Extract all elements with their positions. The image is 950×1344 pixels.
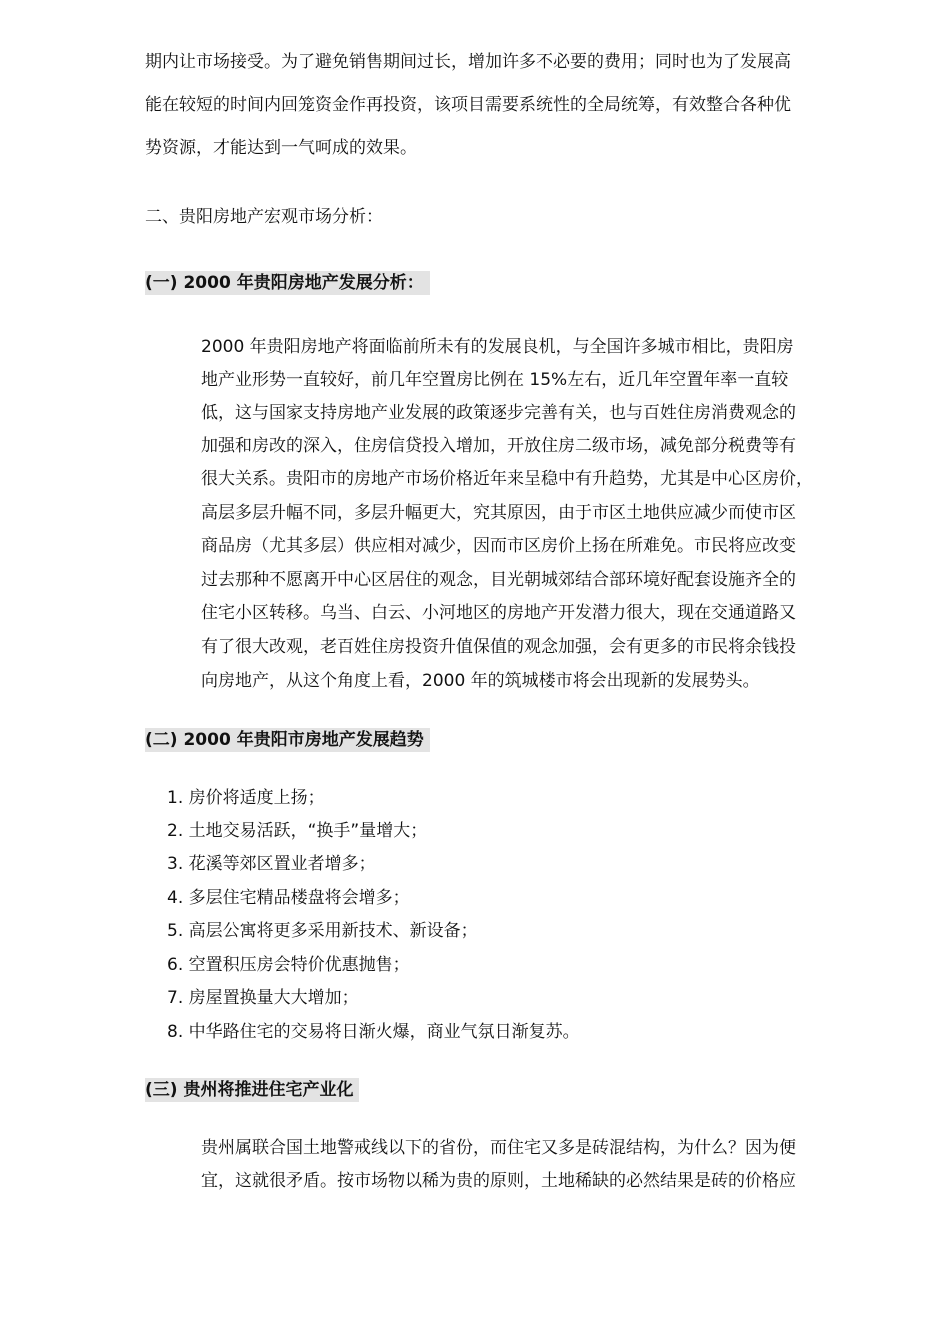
list-item: 6. 空置积压房会特价优惠抛售； — [167, 955, 410, 975]
list-item: 8. 中华路住宅的交易将日渐火爆，商业气氛日渐复苏。 — [167, 1022, 580, 1042]
list-item: 2. 土地交易活跃，“换手”量增大； — [167, 821, 428, 841]
sub3-line-1: 贵州属联合国土地警戒线以下的省份，而住宅又多是砖混结构，为什么？因为便 — [201, 1138, 796, 1158]
sub1-line-8: 过去那种不愿离开中心区居住的观念，目光朝城郊结合部环境好配套设施齐全的 — [201, 570, 796, 590]
intro-line-3: 势资源，才能达到一气呵成的效果。 — [145, 138, 417, 158]
sub1-line-11: 向房地产，从这个角度上看，2000 年的筑城楼市将会出现新的发展势头。 — [201, 671, 760, 691]
subsection-heading-1: (一) 2000 年贵阳房地产发展分析： — [145, 271, 430, 295]
intro-line-1: 期内让市场接受。为了避免销售期间过长，增加许多不必要的费用；同时也为了发展高 — [145, 52, 791, 72]
sub1-line-6: 高层多层升幅不同，多层升幅更大，究其原因，由于市区土地供应减少而使市区 — [201, 503, 796, 523]
subsection-heading-3: (三) 贵州将推进住宅产业化 — [145, 1078, 359, 1102]
intro-line-2: 能在较短的时间内回笼资金作再投资，该项目需要系统性的全局统筹，有效整合各种优 — [145, 95, 791, 115]
sub1-line-1: 2000 年贵阳房地产将面临前所未有的发展良机，与全国许多城市相比，贵阳房 — [201, 337, 794, 357]
sub1-line-5: 很大关系。贵阳市的房地产市场价格近年来呈稳中有升趋势，尤其是中心区房价， — [201, 469, 813, 489]
list-item: 5. 高层公寓将更多采用新技术、新设备； — [167, 921, 478, 941]
list-item: 4. 多层住宅精品楼盘将会增多； — [167, 888, 410, 908]
sub1-line-10: 有了很大改观，老百姓住房投资升值保值的观念加强，会有更多的市民将余钱投 — [201, 637, 796, 657]
list-item: 1. 房价将适度上扬； — [167, 788, 325, 808]
sub1-line-9: 住宅小区转移。乌当、白云、小河地区的房地产开发潜力很大，现在交通道路又 — [201, 603, 796, 623]
sub1-line-4: 加强和房改的深入，住房信贷投入增加，开放住房二级市场，减免部分税费等有 — [201, 436, 796, 456]
list-item: 7. 房屋置换量大大增加； — [167, 988, 359, 1008]
sub3-line-2: 宜，这就很矛盾。按市场物以稀为贵的原则，土地稀缺的必然结果是砖的价格应 — [201, 1171, 796, 1191]
sub1-line-2: 地产业形势一直较好，前几年空置房比例在 15%左右，近几年空置年率一直较 — [201, 370, 789, 390]
section-title: 二、贵阳房地产宏观市场分析： — [145, 207, 383, 227]
sub1-line-7: 商品房（尤其多层）供应相对减少，因而市区房价上扬在所难免。市民将应改变 — [201, 536, 796, 556]
subsection-heading-2: (二) 2000 年贵阳市房地产发展趋势 — [145, 728, 430, 752]
list-item: 3. 花溪等郊区置业者增多； — [167, 854, 376, 874]
sub1-line-3: 低，这与国家支持房地产业发展的政策逐步完善有关，也与百姓住房消费观念的 — [201, 403, 796, 423]
